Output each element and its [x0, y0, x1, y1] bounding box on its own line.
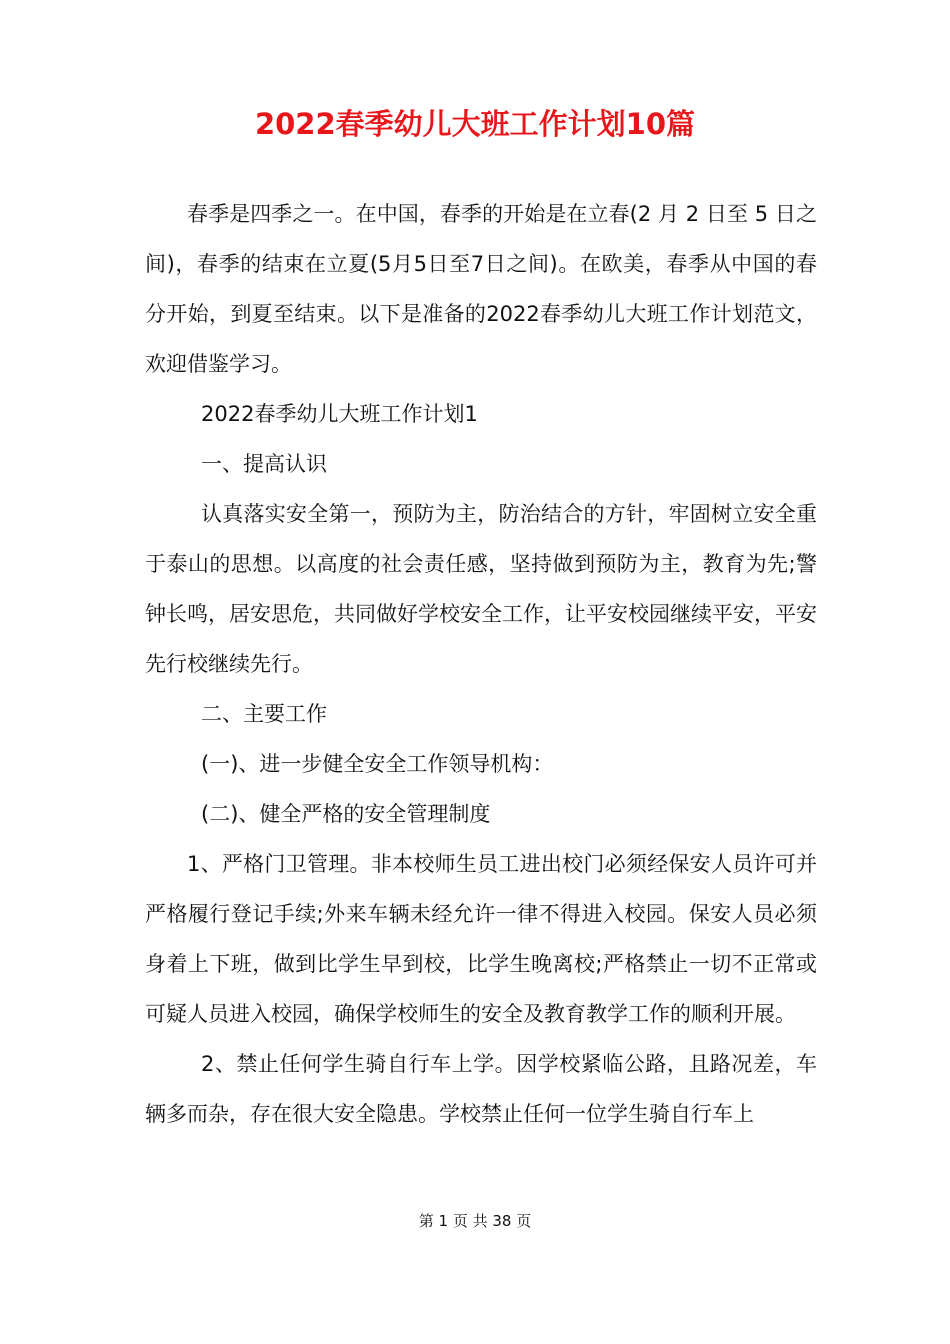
- page-footer: 第 1 页 共 38 页: [418, 1212, 532, 1230]
- paragraph-intro: 春季是四季之一。在中国，春季的开始是在立春(2 月 2 日至 5 日之间)，春季的结束在立夏(5月5日至7日之间)。在欧美，春季从中国的春分开始，到夏至结束。以下是准备的2022春季幼儿大班工作计划范文，欢迎借鉴学习。: [145, 202, 817, 376]
- paragraph-subsection-2: (二)、健全严格的安全管理制度: [201, 802, 491, 826]
- paragraph-section-2-heading: 二、主要工作: [201, 702, 327, 726]
- paragraph-gate-management: 1、严格门卫管理。非本校师生员工进出校门必须经保安人员许可并严格履行登记手续;外来车辆未经允许一律不得进入校园。保安人员必须身着上下班，做到比学生早到校，比学生晚离校;严格禁止一切不正常或可疑人员进入校园，确保学校师生的安全及教育教学工作的顺利开展。: [145, 852, 817, 1026]
- paragraph-section-1-heading: 一、提高认识: [201, 452, 327, 476]
- paragraph-safety-policy: 认真落实安全第一，预防为主，防治结合的方针，牢固树立安全重于泰山的思想。以高度的社会责任感，坚持做到预防为主，教育为先;警钟长鸣，居安思危，共同做好学校安全工作，让平安校园继续平安，平安先行校继续先行。: [145, 502, 817, 676]
- paragraph-bicycle-ban: 2、禁止任何学生骑自行车上学。因学校紧临公路，且路况差，车辆多而杂，存在很大安全隐患。学校禁止任何一位学生骑自行车上: [145, 1052, 817, 1126]
- paragraph-subsection-1: (一)、进一步健全安全工作领导机构：: [201, 752, 554, 776]
- paragraph-plan-heading: 2022春季幼儿大班工作计划1: [201, 402, 478, 426]
- document-title: 2022春季幼儿大班工作计划10篇: [254, 107, 696, 141]
- document-body: [145, 189, 817, 1139]
